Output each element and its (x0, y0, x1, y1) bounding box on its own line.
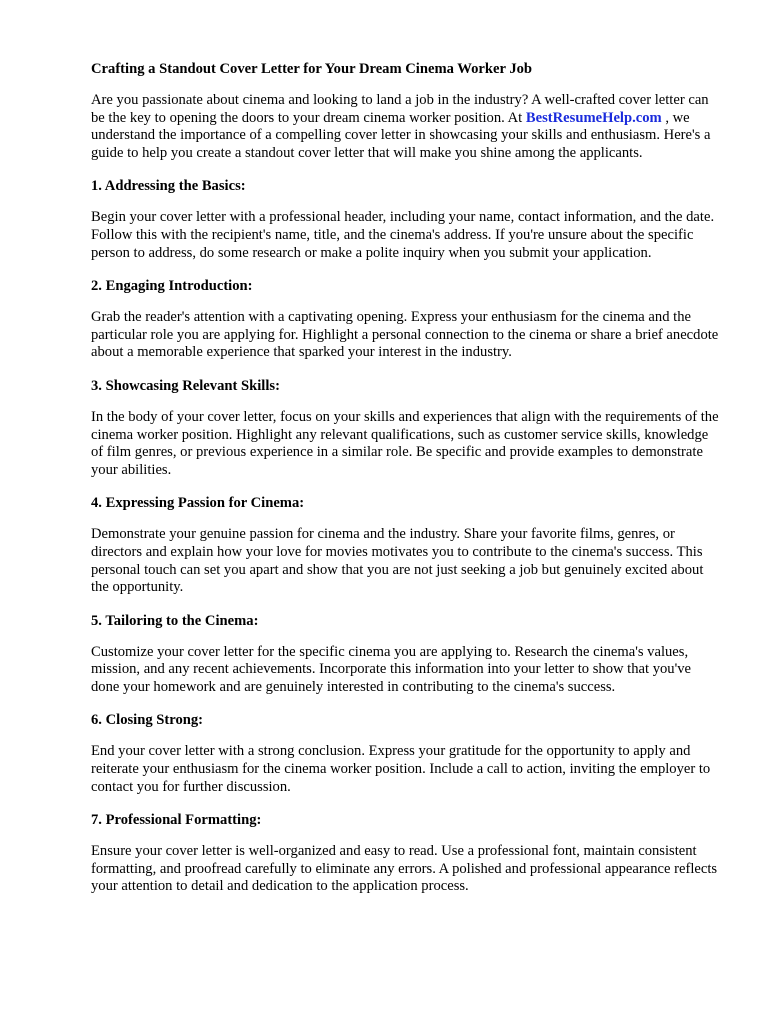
section-body-basics: Begin your cover letter with a professional header, including your name, contact information, and the date. Follow this with the recipient's name, title, and the cinema's address. If you're unsure about the specific person to address, do some research or make a polite inquiry when you submit your application. (91, 209, 715, 261)
section-body-skills: In the body of your cover letter, focus on your skills and experiences that align with the requirements of the cinema worker position. Highlight any relevant qualifications, such as customer service skills, knowledge of film genres, or previous experience in a similar role. Be specific and provide examples to demonstrate your abilities. (91, 408, 719, 478)
bestresumehelp-link[interactable]: BestResumeHelp.com (525, 109, 662, 126)
section-heading-basics: 1. Addressing the Basics: (91, 178, 246, 195)
section-body-passion: Demonstrate your genuine passion for cinema and the industry. Share your favorite films, genres, or directors and explain how your love for movies motivates you to contribute to the cinema's success. This personal touch can set you apart and show that you are not just seeking a job but genuinely excited about the opportunity. (91, 526, 704, 596)
section-heading-formatting: 7. Professional Formatting: (91, 812, 262, 829)
section-body-introduction: Grab the reader's attention with a captivating opening. Express your enthusiasm for the cinema and the particular role you are applying for. Highlight a personal connection to the cinema or share a brief anecdote about a memorable experience that sparked your interest in the industry. (91, 309, 719, 361)
section-heading-tailoring: 5. Tailoring to the Cinema: (91, 612, 259, 629)
intro-text-before-link: Are you passionate about cinema and looking to land a job in the industry? A well-crafted cover letter can be the key to opening the doors to your dream cinema worker position. At (91, 92, 709, 126)
section-heading-passion: 4. Expressing Passion for Cinema: (91, 495, 305, 512)
document-page (91, 60, 721, 911)
section-heading-skills: 3. Showcasing Relevant Skills: (91, 377, 280, 394)
section-body-formatting: Ensure your cover letter is well-organized and easy to read. Use a professional font, maintain consistent formatting, and proofread carefully to eliminate any errors. A polished and professional appearance reflects your attention to detail and dedication to the application process. (91, 843, 718, 895)
intro-paragraph (91, 92, 721, 162)
intro-text-after-link: , we understand the importance of a compelling cover letter in showcasing your skills and enthusiasm. Here's a guide to help you create a standout cover letter that will make you shine among the applicants. (91, 109, 711, 161)
section-body-tailoring: Customize your cover letter for the specific cinema you are applying to. Research the cinema's values, mission, and any recent achievements. Incorporate this information into your letter to show that you've done your homework and are genuinely interested in contributing to the cinema's success. (91, 643, 692, 695)
section-heading-closing: 6. Closing Strong: (91, 712, 204, 729)
section-heading-introduction: 2. Engaging Introduction: (91, 278, 253, 295)
document-title: Crafting a Standout Cover Letter for Your Dream Cinema Worker Job (91, 61, 533, 77)
section-body-closing: End your cover letter with a strong conclusion. Express your gratitude for the opportunity to apply and reiterate your enthusiasm for the cinema worker position. Include a call to action, inviting the employer to contact you for further discussion. (91, 743, 711, 795)
